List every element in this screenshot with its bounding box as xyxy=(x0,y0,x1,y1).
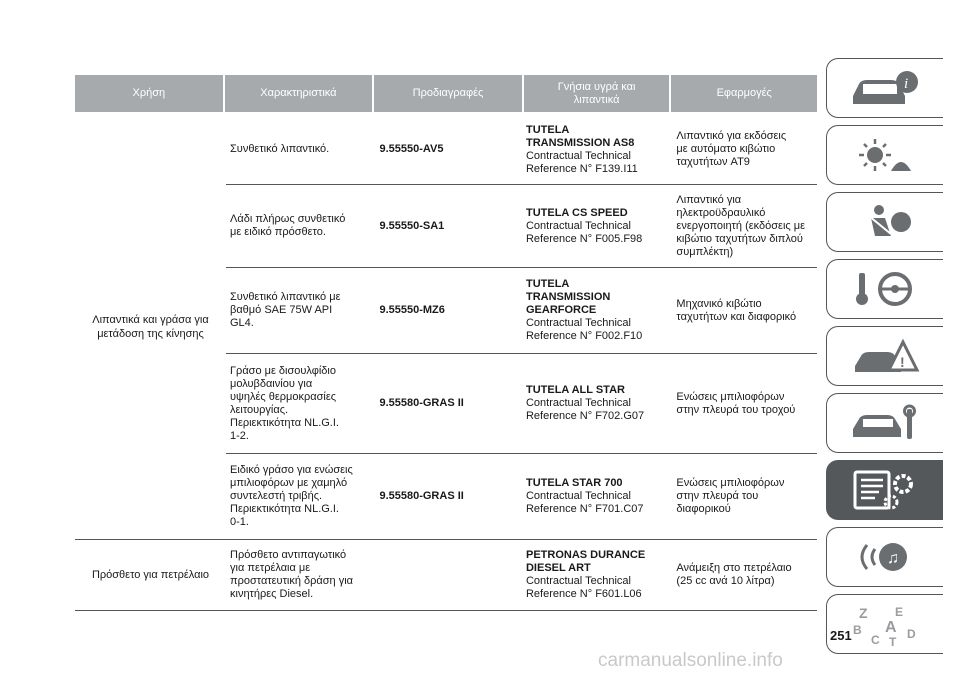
watermark: carmanualsonline.info xyxy=(598,650,783,671)
fluid-cell xyxy=(522,268,672,353)
svg-text:i: i xyxy=(904,76,909,92)
svg-text:E: E xyxy=(895,605,904,619)
dashboard-lights-icon xyxy=(845,133,925,177)
header-applications: Εφαρμογές xyxy=(671,75,817,112)
tab-car-info[interactable] xyxy=(826,58,943,118)
svg-text:C: C xyxy=(871,633,880,646)
application-cell: Μηχανικό κιβώτιο ταχυτήτων και διαφορικό xyxy=(676,297,797,323)
tab-index[interactable] xyxy=(826,594,943,654)
page-number: 251 xyxy=(830,628,852,643)
characteristics-cell: Πρόσθετο αντιπαγωτικό για πετρέλαια με προστατευτική δράση για κινητήρες Diesel. xyxy=(230,549,354,600)
header-genuine-fluids: Γνήσια υγρά και λιπαντικά xyxy=(524,75,670,112)
tab-maintenance[interactable] xyxy=(826,393,943,453)
tab-dashboard[interactable] xyxy=(826,125,943,185)
application-cell: Ενώσεις μπιλιοφόρων στην πλευρά του τροχού xyxy=(676,390,796,416)
fluid-name: TUTELA STAR 700 xyxy=(525,477,623,489)
key-steering-wheel-icon xyxy=(845,267,925,311)
application-cell: Ενώσεις μπιλιοφόρων στην πλευρά του διαφορικού xyxy=(676,477,785,515)
spec-cell: 9.55550-SA1 xyxy=(379,219,445,232)
characteristics-cell: Συνθετικό λιπαντικό με βαθμό SAE 75W API GL4. xyxy=(230,291,341,329)
fluid-reference: Contractual Technical Reference N° F601.L06 xyxy=(525,575,642,600)
tab-starting-driving[interactable] xyxy=(826,259,943,319)
car-info-icon xyxy=(845,66,925,110)
spec-cell: 9.55580-GRAS II xyxy=(379,397,464,409)
characteristics-cell: Λάδι πλήρως συνθετικό με ειδικό πρόσθετο. xyxy=(230,213,346,238)
fluid-cell xyxy=(522,454,672,539)
fluid-reference: Contractual Technical Reference N° F005.F98 xyxy=(525,219,643,245)
svg-text:T: T xyxy=(889,635,897,646)
table-row xyxy=(226,268,817,354)
fluid-name: TUTELA CS SPEED xyxy=(525,206,628,219)
group-label: Λιπαντικά και γράσα για μετάδοση της κίνησης xyxy=(92,314,209,340)
table-row xyxy=(226,115,817,185)
fluid-name: TUTELA TRANSMISSION AS8 xyxy=(525,123,635,149)
specs-gear-icon xyxy=(845,468,925,512)
group-diesel-additive xyxy=(75,540,817,611)
svg-text:A: A xyxy=(885,619,897,636)
fluid-name: TUTELA TRANSMISSION GEARFORCE xyxy=(525,278,611,316)
table-row xyxy=(226,540,817,610)
characteristics-cell: Γράσο με δισουλφίδιο μολυβδαινίου για υψηλές θερμοκρασίες λειτουργίας. Περιεκτικότητα NL.G.I. 1-2. xyxy=(230,364,339,442)
fluid-reference: Contractual Technical Reference N° F002.F10 xyxy=(525,317,643,342)
fluid-cell xyxy=(522,185,672,267)
spec-cell: 9.55550-AV5 xyxy=(379,143,444,155)
svg-text:♫: ♫ xyxy=(887,550,899,567)
fluid-cell xyxy=(522,540,672,610)
fluid-reference: Contractual Technical Reference N° F701.C07 xyxy=(525,490,644,515)
characteristics-cell: Ειδικό γράσο για ενώσεις μπιλιοφόρων με χαμηλό συντελεστή τριβής. Περιεκτικότητα NL.G.I. 0-1. xyxy=(230,464,353,528)
header-characteristics: Χαρακτηριστικά xyxy=(225,75,373,112)
group-label: Πρόσθετο για πετρέλαιο xyxy=(91,569,210,581)
svg-text:Z: Z xyxy=(859,605,868,621)
svg-text:D: D xyxy=(907,627,916,641)
group-transmission xyxy=(75,115,817,540)
tab-emergency[interactable] xyxy=(826,326,943,386)
table-row xyxy=(226,454,817,539)
svg-text:B: B xyxy=(853,623,862,637)
seatbelt-airbag-icon xyxy=(845,200,925,244)
fluid-name: TUTELA ALL STAR xyxy=(525,384,625,396)
application-cell: Λιπαντικό για εκδόσεις με αυτόματο κιβώτιο ταχυτήτων AT9 xyxy=(676,130,787,168)
lubricants-table xyxy=(75,115,817,611)
header-usage: Χρήση xyxy=(75,75,223,112)
alphabetical-index-icon xyxy=(845,602,925,646)
fluid-cell xyxy=(522,115,672,184)
spec-cell xyxy=(375,540,522,610)
fluid-reference: Contractual Technical Reference N° F139.I11 xyxy=(525,149,638,175)
spec-cell: 9.55550-MZ6 xyxy=(379,304,445,316)
multimedia-icon xyxy=(845,535,925,579)
chapter-tabs xyxy=(826,58,943,661)
breakdown-triangle-icon xyxy=(845,334,925,378)
fluid-cell xyxy=(522,354,672,453)
table-header xyxy=(75,75,817,112)
spec-cell: 9.55580-GRAS II xyxy=(379,490,464,502)
characteristics-cell: Συνθετικό λιπαντικό. xyxy=(230,143,330,155)
car-wrench-icon xyxy=(845,401,925,445)
application-cell: Ανάμειξη στο πετρέλαιο (25 cc ανά 10 λίτρα) xyxy=(676,562,792,587)
application-cell: Λιπαντικό για ηλεκτροϋδραυλικό ενεργοποιητή (εκδόσεις με κιβώτιο ταχυτήτων διπλού συμπλέκτη) xyxy=(676,193,805,258)
table-row xyxy=(226,185,817,268)
svg-text:!: ! xyxy=(900,354,905,370)
tab-safety[interactable] xyxy=(826,192,943,252)
tab-technical-specs[interactable] xyxy=(826,460,943,520)
tab-multimedia[interactable] xyxy=(826,527,943,587)
table-row xyxy=(226,354,817,454)
fluid-name: PETRONAS DURANCE DIESEL ART xyxy=(525,549,646,574)
header-specifications: Προδιαγραφές xyxy=(374,75,522,112)
fluid-reference: Contractual Technical Reference N° F702.G07 xyxy=(525,397,645,422)
